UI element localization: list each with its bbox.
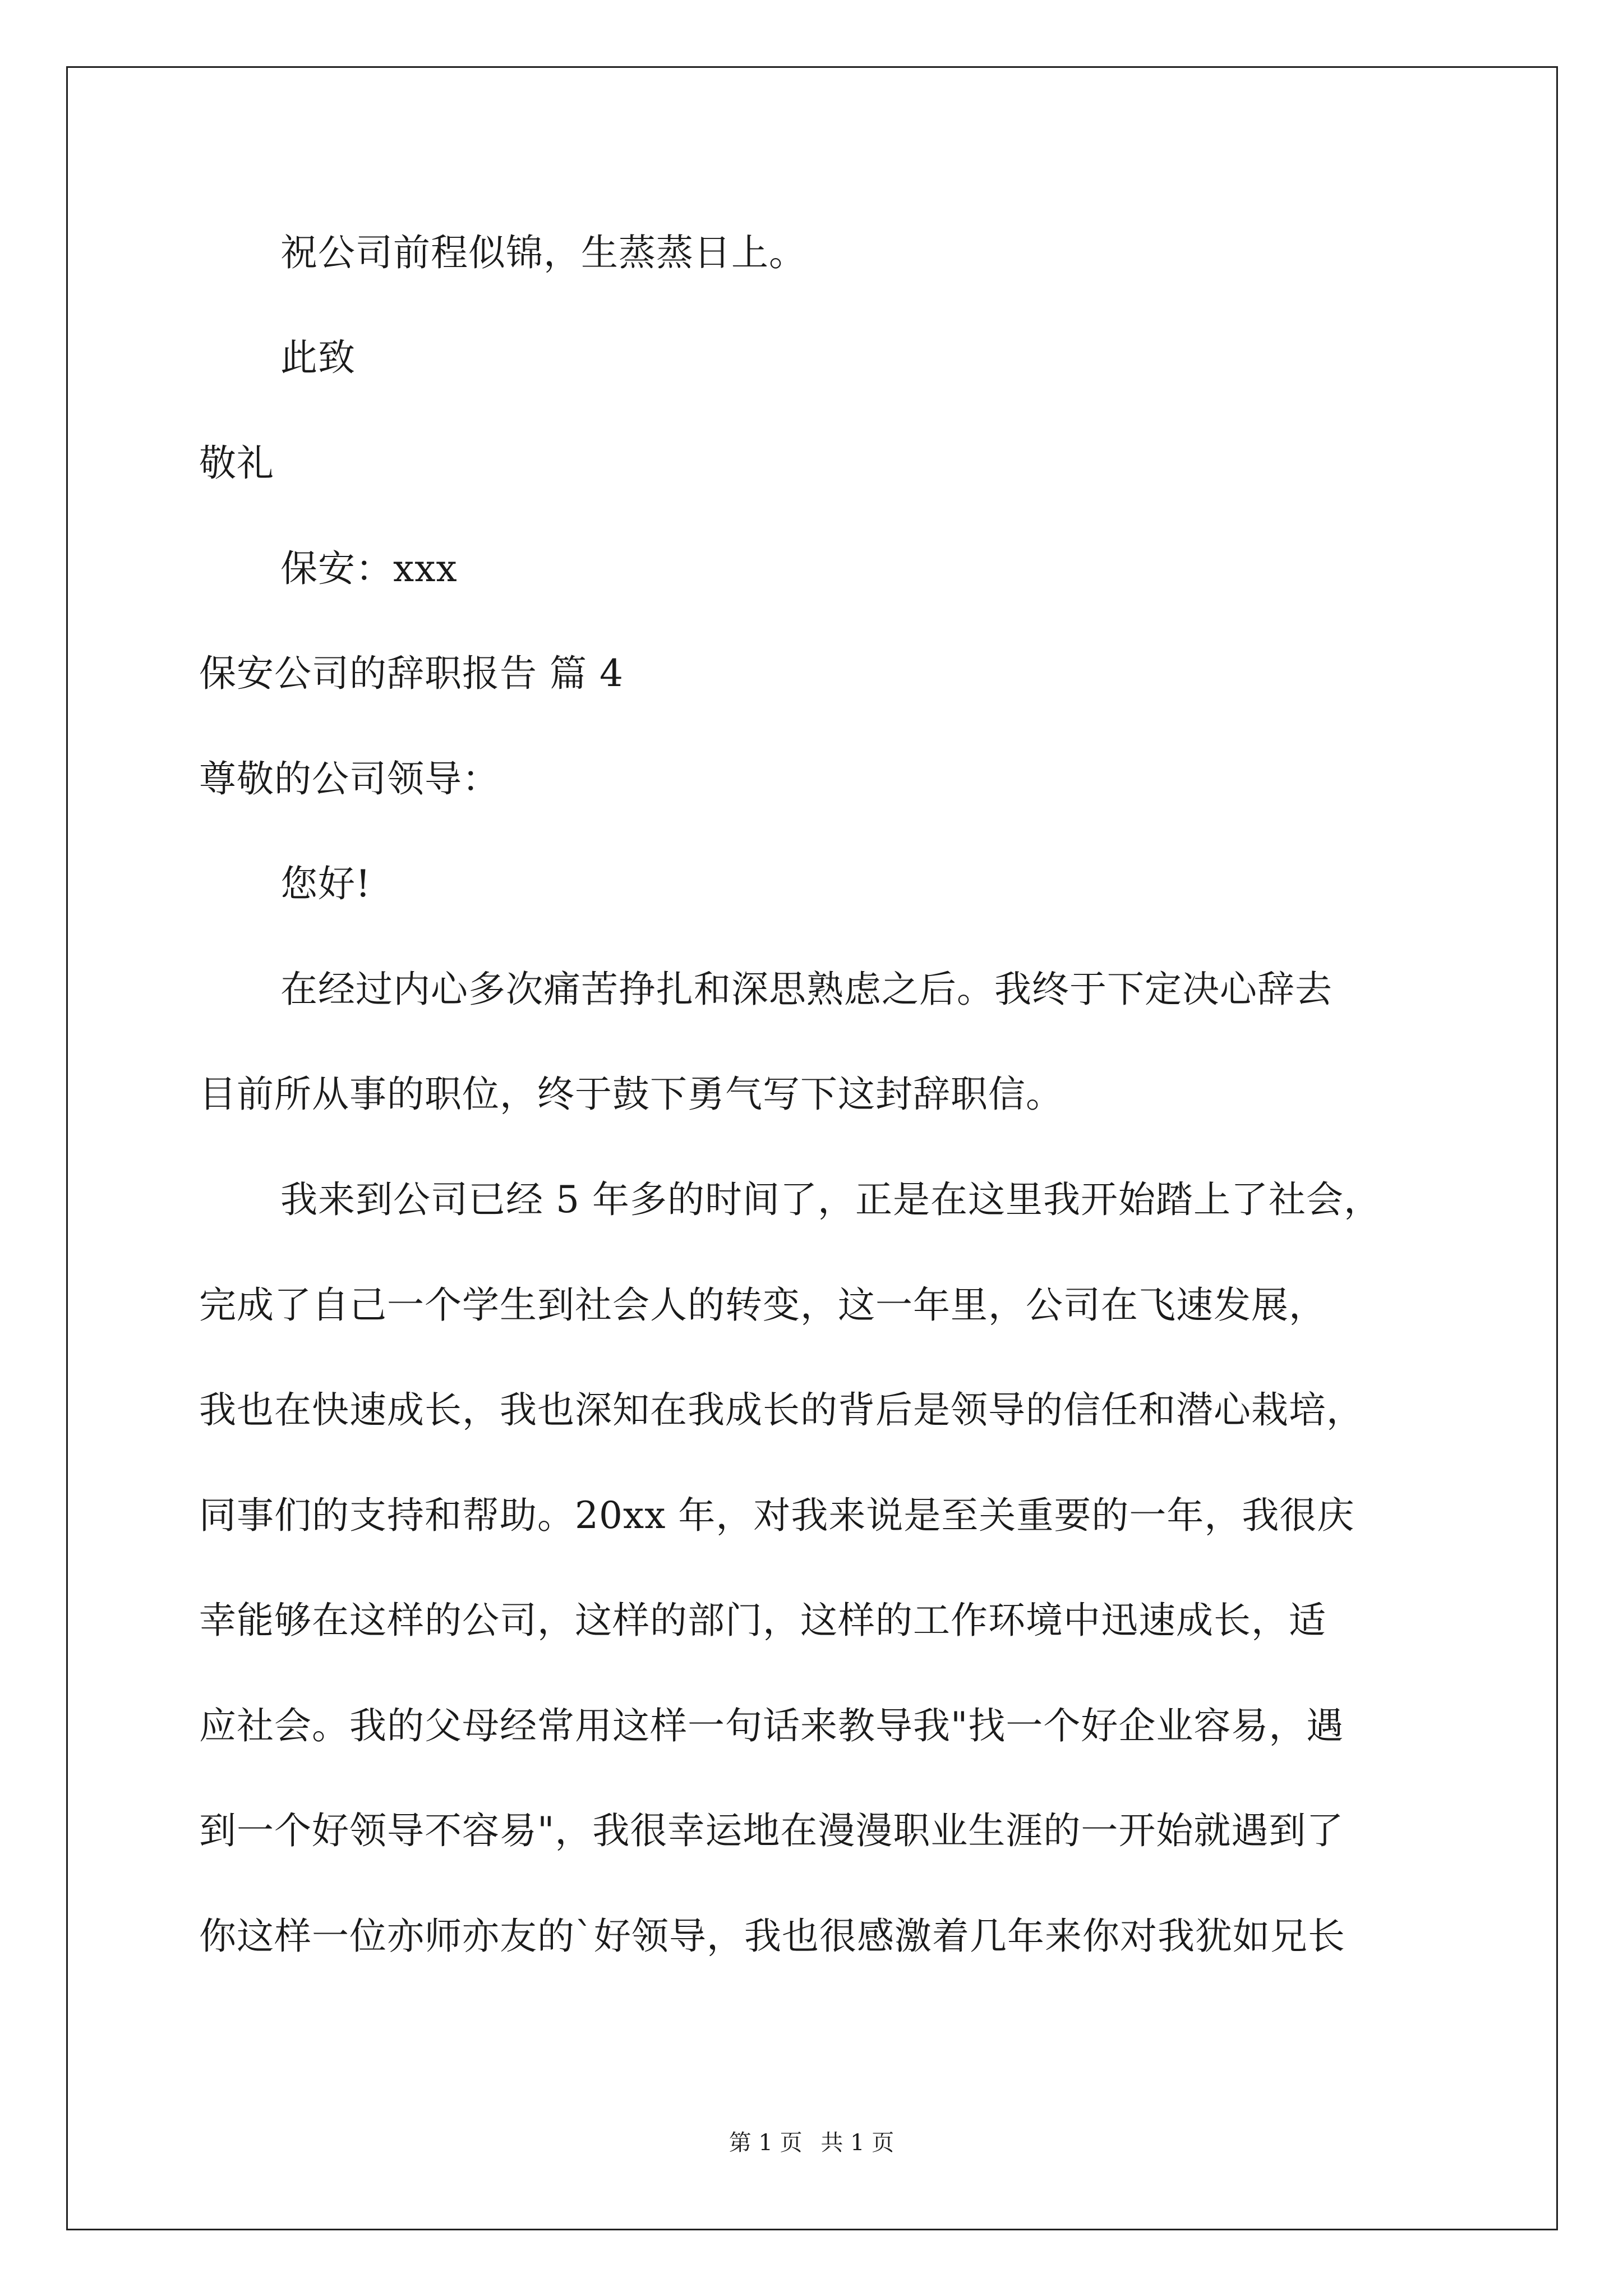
letter-addressee: 尊敬的公司领导： — [199, 757, 500, 800]
paragraph-line: 完成了自己一个学生到社会人的转变，这一年里，公司在飞速发展， — [199, 1283, 1326, 1327]
closing-respect: 敬礼 — [199, 441, 274, 485]
page-count: 共 1 页 — [820, 2130, 895, 2156]
page-number: 第 1 页 — [728, 2130, 803, 2156]
paragraph-line: 我来到公司已经 5 年多的时间了，正是在这里我开始踏上了社会， — [280, 1178, 1381, 1221]
page-border — [66, 66, 1558, 2230]
closing-salutation: 此致 — [280, 336, 356, 379]
paragraph-line: 到一个好领导不容易"，我很幸运地在漫漫职业生涯的一开始就遇到了 — [199, 1809, 1344, 1852]
paragraph-line: 我也在快速成长，我也深知在我成长的背后是领导的信任和潜心栽培， — [199, 1388, 1364, 1432]
page-footer — [0, 2132, 1623, 2154]
paragraph-line: 你这样一位亦师亦友的`好领导，我也很感激着几年来你对我犹如兄长 — [199, 1915, 1345, 1958]
section-heading: 保安公司的辞职报告 篇 4 — [199, 652, 624, 695]
paragraph-line: 同事们的支持和帮助。20xx 年，对我来说是至关重要的一年，我很庆 — [199, 1494, 1355, 1537]
signature: 保安：xxx — [280, 547, 458, 590]
letter-greeting: 您好! — [280, 862, 371, 905]
paragraph-line: 在经过内心多次痛苦挣扎和深思熟虑之后。我终于下定决心辞去 — [280, 968, 1332, 1011]
closing-wish: 祝公司前程似锦，生蒸蒸日上。 — [280, 231, 806, 274]
paragraph-line: 应社会。我的父母经常用这样一句话来教导我"找一个好企业容易，遇 — [199, 1704, 1344, 1747]
paragraph-line: 幸能够在这样的公司，这样的部门，这样的工作环境中迅速成长，适 — [199, 1599, 1326, 1642]
paragraph-line: 目前所从事的职位，终于鼓下勇气写下这封辞职信。 — [199, 1073, 1063, 1116]
